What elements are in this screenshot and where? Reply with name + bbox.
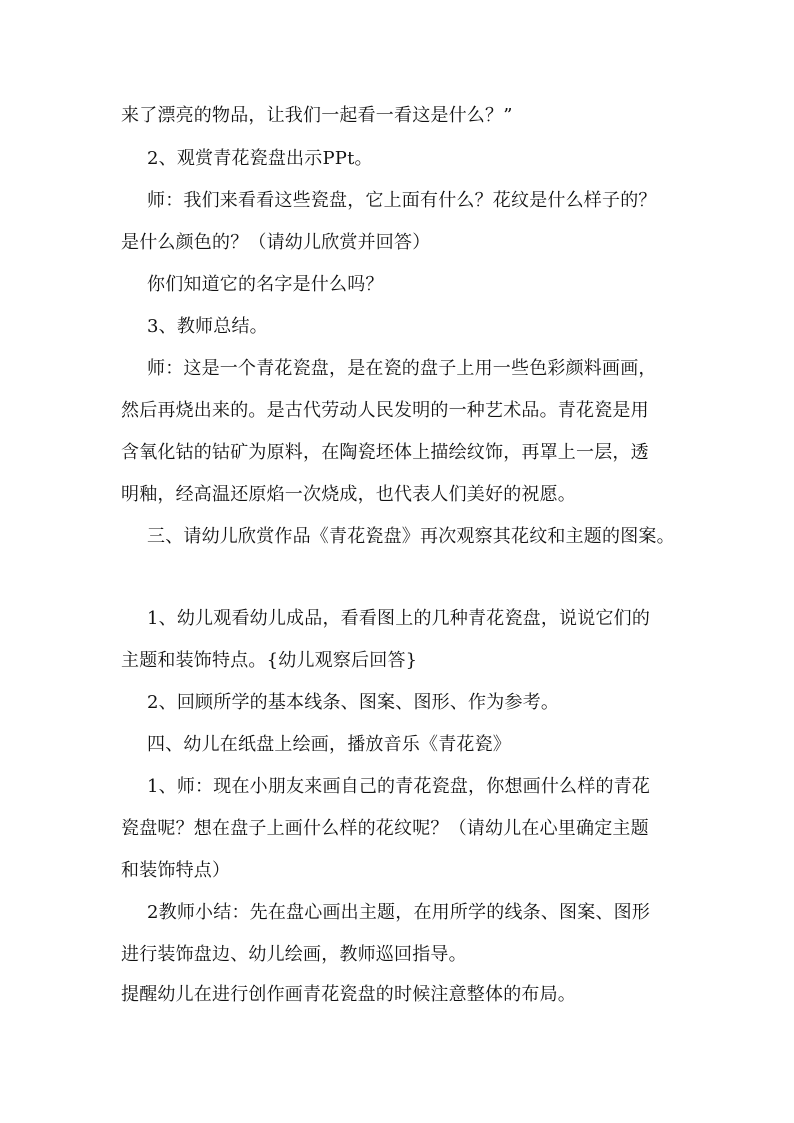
text-line: 提醒幼儿在进行创作画青花瓷盘的时候注意整体的布局。: [121, 984, 576, 1005]
text-line: 1、师：现在小朋友来画自己的青花瓷盘，你想画什么样的青花: [147, 776, 651, 797]
text-line: 主题和装饰特点。{幼儿观察后回答}: [121, 650, 418, 671]
text-line: 1、幼儿观看幼儿成品，看看图上的几种青花瓷盘，说说它们的: [147, 608, 651, 629]
text-line: 进行装饰盘边、幼儿绘画，教师巡回指导。: [121, 944, 467, 965]
text-line: 2教师小结：先在盘心画出主题，在用所学的线条、图案、图形: [147, 902, 651, 923]
text-line: 三、请幼儿欣赏作品《青花瓷盘》再次观察其花纹和主题的图案。: [147, 526, 675, 547]
text-line: 瓷盘呢？想在盘子上画什么样的花纹呢？（请幼儿在心里确定主题: [121, 818, 649, 839]
text-line: 2、回顾所学的基本线条、图案、图形、作为参考。: [147, 692, 560, 713]
text-line: 师：我们来看看这些瓷盘，它上面有什么？花纹是什么样子的？: [147, 190, 657, 211]
text-line: 你们知道它的名字是什么吗？: [147, 274, 384, 295]
text-line: 含氧化钴的钴矿为原料，在陶瓷坯体上描绘纹饰，再罩上一层，透: [121, 442, 649, 463]
text-line: 师：这是一个青花瓷盘，是在瓷的盘子上用一些色彩颜料画画，: [147, 358, 657, 379]
text-line: 3、教师总结。: [147, 316, 268, 337]
text-line: 是什么颜色的？（请幼儿欣赏并回答）: [121, 232, 431, 253]
text-line: 和装饰特点）: [121, 860, 231, 881]
text-line: 来了漂亮的物品，让我们一起看一看这是什么？”: [121, 105, 513, 126]
text-line: 四、幼儿在纸盘上绘画，播放音乐《青花瓷》: [147, 734, 511, 755]
text-line: 2、观赏青花瓷盘出示PPt。: [147, 148, 373, 169]
text-line: 明釉，经高温还原焰一次烧成，也代表人们美好的祝愿。: [121, 484, 576, 505]
text-line: 然后再烧出来的。是古代劳动人民发明的一种艺术品。青花瓷是用: [121, 400, 649, 421]
